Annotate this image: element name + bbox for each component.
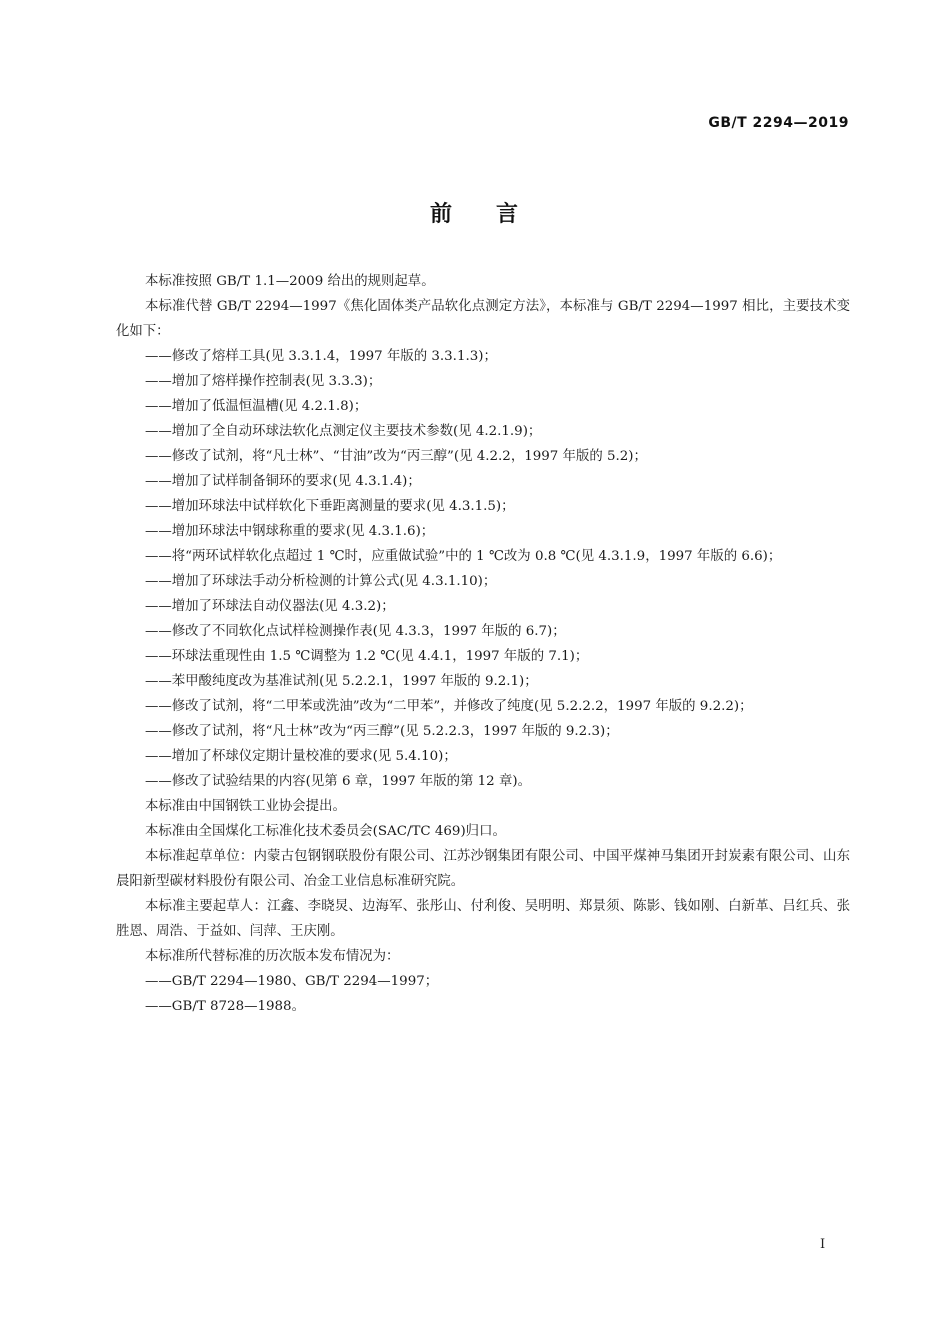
- change-item: ——环球法重现性由 1.5 ℃调整为 1.2 ℃(见 4.4.1，1997 年版的 7.1)；: [145, 649, 589, 664]
- paragraph-history-intro: 本标准所代替标准的历次版本发布情况为：: [145, 949, 400, 964]
- change-item: ——增加了熔样操作控制表(见 3.3.3)；: [145, 374, 382, 389]
- change-item: ——修改了试剂，将“二甲苯或洗油”改为“二甲苯”，并修改了纯度(见 5.2.2.2，1997 年版的 9.2.2)；: [145, 699, 753, 714]
- paragraph-drafting-units: 本标准起草单位：内蒙古包钢钢联股份有限公司、江苏沙钢集团有限公司、中国平煤神马集团开封炭素有限公司、山东晨阳新型碳材料股份有限公司、冶金工业信息标准研究院。: [116, 849, 850, 889]
- change-item: ——修改了试验结果的内容(见第 6 章，1997 年版的第 12 章)。: [145, 774, 531, 789]
- change-item: ——修改了不同软化点试样检测操作表(见 4.3.3，1997 年版的 6.7)；: [145, 624, 566, 639]
- paragraph-drafters: 本标准主要起草人：江鑫、李晓炅、边海军、张彤山、付利俊、吴明明、郑景须、陈影、钱如刚、白新革、吕红兵、张胜恩、周浩、于益如、闫萍、王庆刚。: [116, 899, 850, 939]
- title-char-1: 前: [429, 202, 454, 227]
- page-title: [0, 197, 950, 228]
- history-item: ——GB/T 8728—1988。: [145, 999, 305, 1014]
- page-number: I: [820, 1237, 826, 1252]
- change-item: ——修改了熔样工具(见 3.3.1.4，1997 年版的 3.3.1.3)；: [145, 349, 497, 364]
- change-item: ——苯甲酸纯度改为基准试剂(见 5.2.2.1，1997 年版的 9.2.1)；: [145, 674, 538, 689]
- change-item: ——增加了环球法自动仪器法(见 4.3.2)；: [145, 599, 395, 614]
- paragraph-drafting-rules: 本标准按照 GB/T 1.1—2009 给出的规则起草。: [145, 274, 435, 289]
- change-item: ——修改了试剂，将“凡士林”、“甘油”改为“丙三醇”(见 4.2.2，1997 年版的 5.2)；: [145, 449, 647, 464]
- standard-code: GB/T 2294—2019: [708, 115, 849, 131]
- foreword-body: [116, 269, 850, 1019]
- title-char-2: 言: [496, 202, 521, 227]
- change-item: ——增加了全自动环球法软化点测定仪主要技术参数(见 4.2.1.9)；: [145, 424, 542, 439]
- change-item: ——增加了试样制备铜环的要求(见 4.3.1.4)；: [145, 474, 421, 489]
- change-item: ——修改了试剂，将“凡士林”改为“丙三醇”(见 5.2.2.3，1997 年版的 9.2.3)；: [145, 724, 619, 739]
- change-item: ——增加了低温恒温槽(见 4.2.1.8)；: [145, 399, 368, 414]
- history-item: ——GB/T 2294—1980、GB/T 2294—1997；: [145, 974, 439, 989]
- paragraph-proposer: 本标准由中国钢铁工业协会提出。: [145, 799, 346, 814]
- change-item: ——增加了杯球仪定期计量校准的要求(见 5.4.10)；: [145, 749, 457, 764]
- paragraph-centralized: 本标准由全国煤化工标准化技术委员会(SAC/TC 469)归口。: [145, 824, 506, 839]
- change-item: ——将“两环试样软化点超过 1 ℃时，应重做试验”中的 1 ℃改为 0.8 ℃(见 4.3.1.9，1997 年版的 6.6)；: [145, 549, 782, 564]
- change-item: ——增加了环球法手动分析检测的计算公式(见 4.3.1.10)；: [145, 574, 497, 589]
- change-item: ——增加环球法中试样软化下垂距离测量的要求(见 4.3.1.5)；: [145, 499, 515, 514]
- paragraph-replacement: 本标准代替 GB/T 2294—1997《焦化固体类产品软化点测定方法》，本标准与 GB/T 2294—1997 相比，主要技术变化如下：: [116, 299, 850, 339]
- change-item: ——增加环球法中钢球称重的要求(见 4.3.1.6)；: [145, 524, 435, 539]
